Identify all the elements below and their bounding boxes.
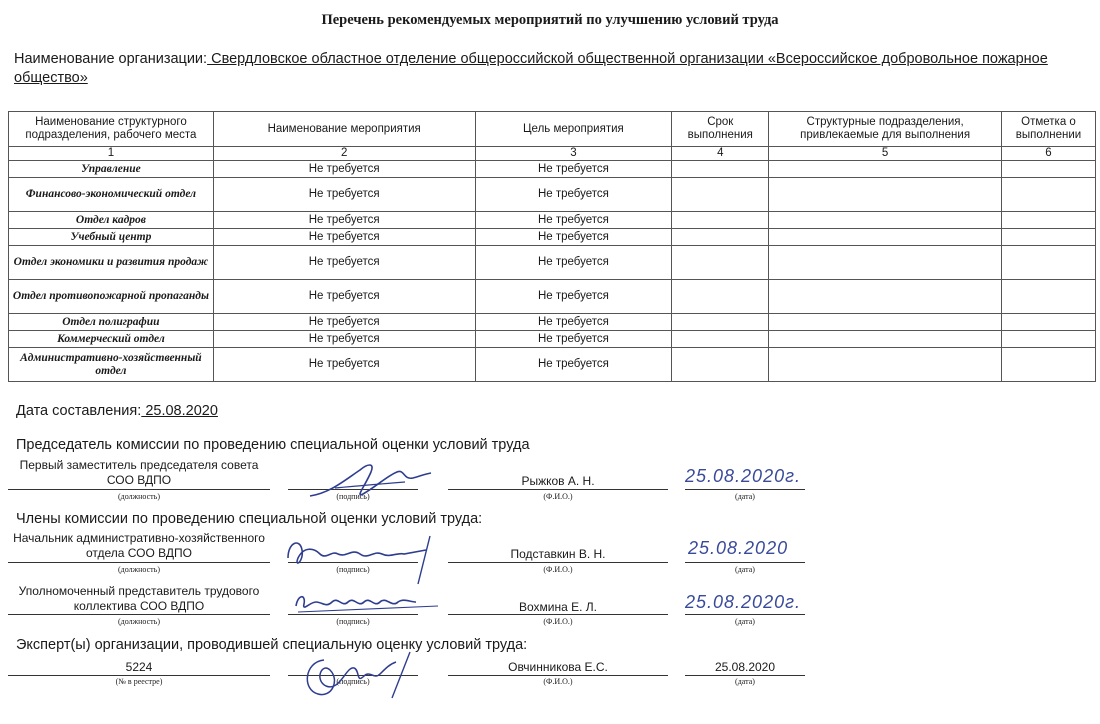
dept-cell: Учебный центр — [9, 229, 214, 246]
table-row — [9, 161, 1096, 178]
member-date-handwritten: 25.08.2020г. — [685, 592, 801, 612]
term-cell — [672, 161, 769, 178]
table-header-row — [9, 112, 1096, 147]
measure-cell: Не требуется — [213, 178, 475, 212]
date-block — [16, 403, 218, 419]
mark-cell — [1002, 229, 1096, 246]
position-caption: (должность) — [118, 617, 160, 626]
member-position: Уполномоченный представитель трудового коллектива СОО ВДПО — [18, 584, 260, 613]
member-signature — [280, 528, 440, 586]
mark-cell — [1002, 348, 1096, 382]
position-caption: (должность) — [118, 565, 160, 574]
members-heading: Члены комиссии по проведению специальной оценки условий труда: — [16, 511, 483, 527]
term-cell — [672, 246, 769, 280]
goal-cell: Не требуется — [475, 161, 672, 178]
measure-cell: Не требуется — [213, 331, 475, 348]
dept-cell: Отдел экономики и развития продаж — [9, 246, 214, 280]
registry-line — [8, 675, 270, 676]
goal-cell: Не требуется — [475, 212, 672, 229]
dept-cell: Финансово-экономический отдел — [9, 178, 214, 212]
member-date-handwritten: 25.08.2020 — [688, 538, 789, 558]
dept-cell: Отдел полиграфии — [9, 314, 214, 331]
position-line — [8, 614, 270, 615]
table-row — [9, 331, 1096, 348]
position-line — [8, 562, 270, 563]
mark-cell — [1002, 280, 1096, 314]
page-title: Перечень рекомендуемых мероприятий по улучшению условий труда — [321, 12, 779, 28]
dept-cell: Управление — [9, 161, 214, 178]
header-units: Структурные подразделения, привлекаемые для выполнения — [769, 112, 1002, 147]
measure-cell: Не требуется — [213, 246, 475, 280]
chair-date-handwritten: 25.08.2020г. — [685, 466, 801, 486]
units-cell — [769, 280, 1002, 314]
fio-caption: (Ф.И.О.) — [543, 565, 573, 574]
mark-cell — [1002, 314, 1096, 331]
goal-cell: Не требуется — [475, 178, 672, 212]
date-caption: (дата) — [735, 617, 755, 626]
header-term: Срок выполнения — [672, 112, 769, 147]
organization-label: Наименование организации: — [14, 51, 208, 67]
fio-caption: (Ф.И.О.) — [543, 492, 573, 501]
header-measure: Наименование мероприятия — [213, 112, 475, 147]
expert-signature — [296, 650, 421, 700]
date-value: 25.08.2020 — [141, 403, 218, 419]
date-label: Дата составления: — [16, 403, 142, 419]
measure-cell: Не требуется — [213, 161, 475, 178]
table-row — [9, 229, 1096, 246]
date-line — [685, 614, 805, 615]
table-row — [9, 246, 1096, 280]
table-row — [9, 178, 1096, 212]
dept-cell: Административно-хозяйственный отдел — [9, 348, 214, 382]
expert-heading: Эксперт(ы) организации, проводившей специальную оценку условий труда: — [16, 637, 528, 653]
goal-cell: Не требуется — [475, 314, 672, 331]
chair-signature — [305, 458, 435, 504]
fio-caption: (Ф.И.О.) — [543, 617, 573, 626]
header-dept: Наименование структурного подразделения, рабочего места — [9, 112, 214, 147]
expert-registry-number: 5224 — [125, 660, 153, 674]
date-caption: (дата) — [735, 677, 755, 686]
table-row — [9, 348, 1096, 382]
fio-line — [448, 489, 668, 490]
col-number: 1 — [9, 147, 214, 161]
date-caption: (дата) — [735, 565, 755, 574]
date-caption: (дата) — [735, 492, 755, 501]
dept-cell: Отдел противопожарной пропаганды — [9, 280, 214, 314]
units-cell — [769, 331, 1002, 348]
mark-cell — [1002, 331, 1096, 348]
units-cell — [769, 246, 1002, 280]
signature-caption: (подпись) — [336, 677, 370, 686]
units-cell — [769, 348, 1002, 382]
table-row — [9, 280, 1096, 314]
organization-block — [14, 50, 1089, 88]
position-caption: (должность) — [118, 492, 160, 501]
measures-table — [8, 111, 1096, 382]
fio-line — [448, 675, 668, 676]
header-goal: Цель мероприятия — [475, 112, 672, 147]
col-number: 2 — [213, 147, 475, 161]
mark-cell — [1002, 246, 1096, 280]
signature-caption: (подпись) — [336, 565, 370, 574]
member-name: Подставкин В. Н. — [510, 547, 606, 561]
table-row — [9, 314, 1096, 331]
header-mark: Отметка о выполнении — [1002, 112, 1096, 147]
organization-name: Свердловское областное отделение общероссийской общественной организации «Всероссийское добровольное пожарное общество» — [14, 51, 1048, 86]
chair-position: Первый заместитель председателя совета СОО ВДПО — [19, 458, 259, 487]
measure-cell: Не требуется — [213, 314, 475, 331]
fio-line — [448, 614, 668, 615]
goal-cell: Не требуется — [475, 280, 672, 314]
column-number-row — [9, 147, 1096, 161]
dept-cell: Коммерческий отдел — [9, 331, 214, 348]
registry-caption: (№ в реестре) — [115, 677, 163, 686]
units-cell — [769, 229, 1002, 246]
term-cell — [672, 178, 769, 212]
member-signature — [292, 588, 442, 618]
goal-cell: Не требуется — [475, 348, 672, 382]
chair-heading: Председатель комиссии по проведению специальной оценки условий труда — [16, 437, 530, 453]
member-name: Вохмина Е. Л. — [518, 600, 597, 614]
term-cell — [672, 348, 769, 382]
signature-caption: (подпись) — [336, 617, 370, 626]
measure-cell: Не требуется — [213, 280, 475, 314]
measure-cell: Не требуется — [213, 229, 475, 246]
mark-cell — [1002, 212, 1096, 229]
dept-cell: Отдел кадров — [9, 212, 214, 229]
units-cell — [769, 212, 1002, 229]
date-line — [685, 489, 805, 490]
col-number: 6 — [1002, 147, 1096, 161]
member-position: Начальник административно-хозяйственного отдела СОО ВДПО — [13, 531, 265, 560]
mark-cell — [1002, 161, 1096, 178]
mark-cell — [1002, 178, 1096, 212]
term-cell — [672, 229, 769, 246]
goal-cell: Не требуется — [475, 229, 672, 246]
term-cell — [672, 331, 769, 348]
units-cell — [769, 314, 1002, 331]
units-cell — [769, 178, 1002, 212]
col-number: 3 — [475, 147, 672, 161]
date-line — [685, 562, 805, 563]
term-cell — [672, 314, 769, 331]
fio-line — [448, 562, 668, 563]
measure-cell: Не требуется — [213, 212, 475, 229]
fio-caption: (Ф.И.О.) — [543, 677, 573, 686]
col-number: 5 — [769, 147, 1002, 161]
position-line — [8, 489, 270, 490]
expert-date: 25.08.2020 — [714, 660, 776, 674]
col-number: 4 — [672, 147, 769, 161]
signature-caption: (подпись) — [336, 492, 370, 501]
chair-name: Рыжков А. Н. — [521, 474, 595, 488]
term-cell — [672, 280, 769, 314]
date-line — [685, 675, 805, 676]
term-cell — [672, 212, 769, 229]
goal-cell: Не требуется — [475, 331, 672, 348]
table-row — [9, 212, 1096, 229]
expert-name: Овчинникова Е.С. — [508, 660, 608, 674]
measure-cell: Не требуется — [213, 348, 475, 382]
units-cell — [769, 161, 1002, 178]
goal-cell: Не требуется — [475, 246, 672, 280]
